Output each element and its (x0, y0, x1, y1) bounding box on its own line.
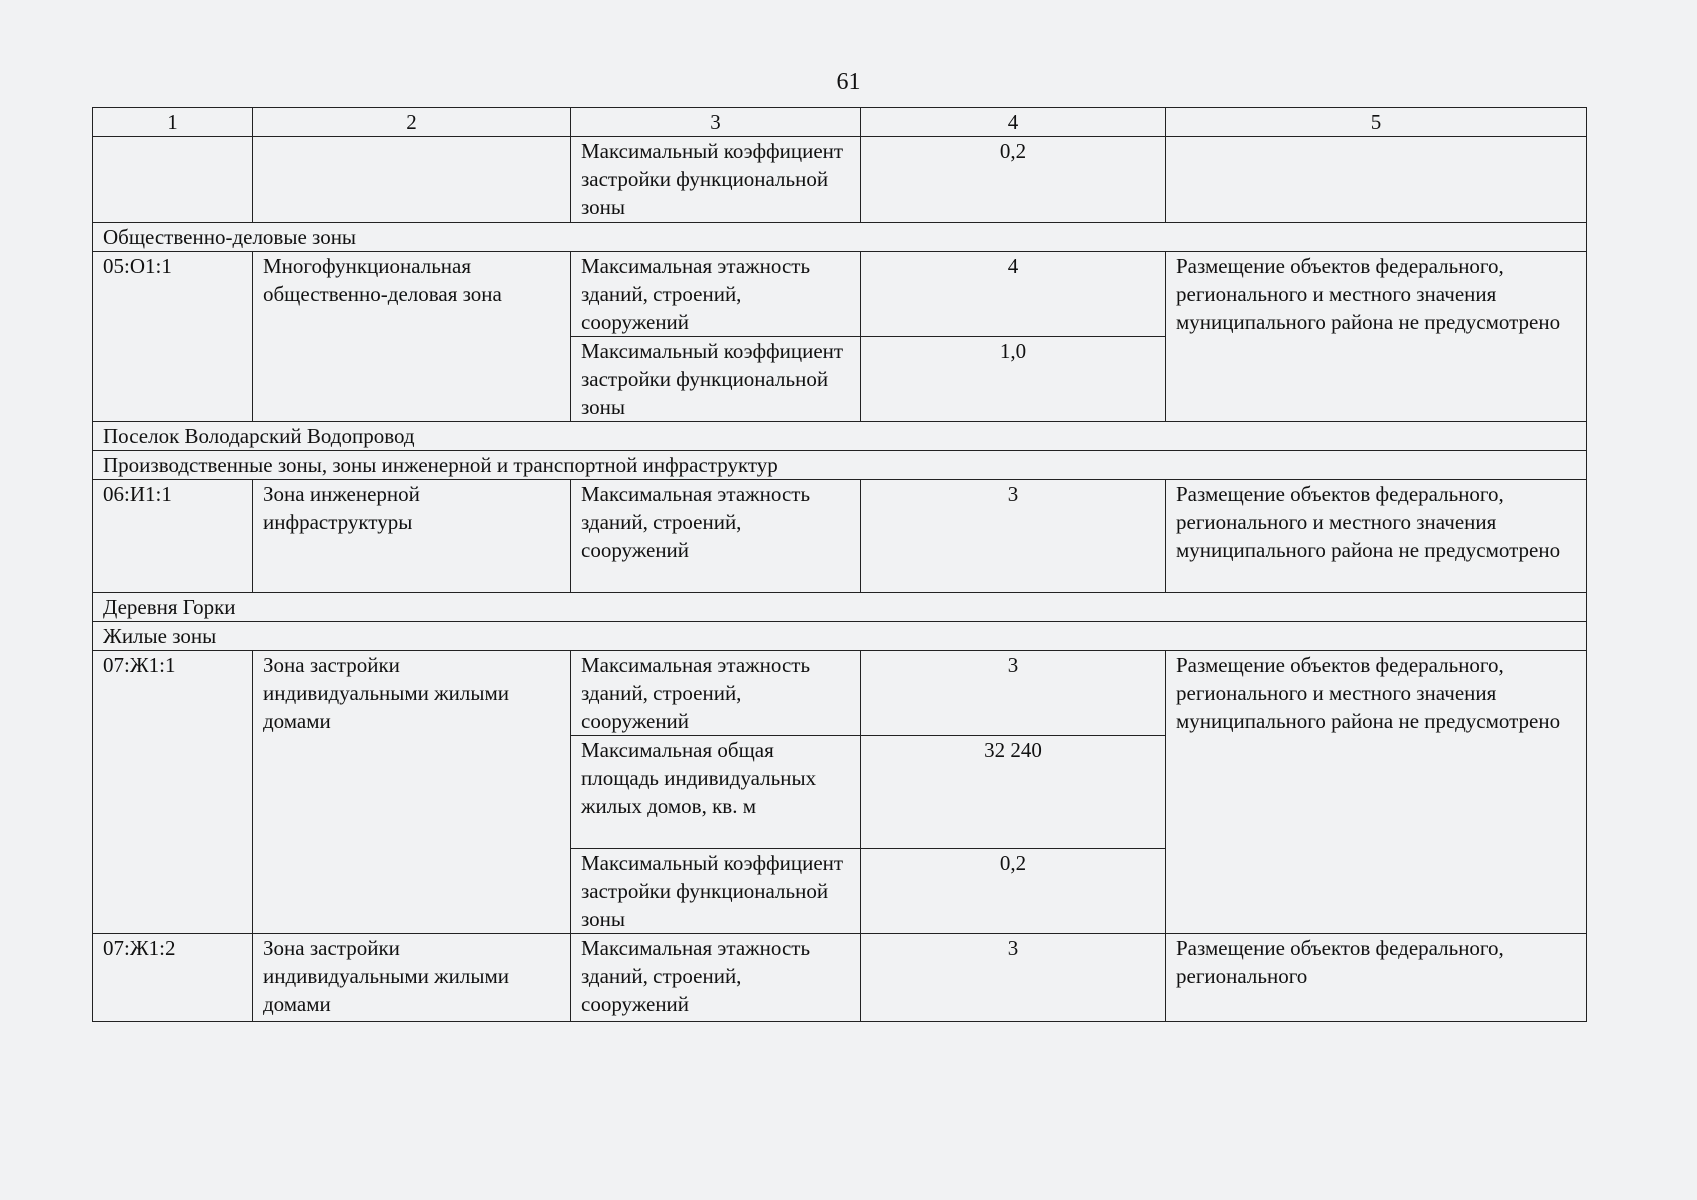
section-title: Поселок Володарский Водопровод (93, 422, 1587, 451)
value-cell: 3 (861, 480, 1166, 593)
value-cell: 0,2 (861, 849, 1166, 934)
note-cell (1166, 137, 1587, 223)
header-cell: 5 (1166, 108, 1587, 137)
note-cell: Размещение объектов федерального, регионального и местного значения муниципального района не предусмотрено (1166, 480, 1587, 593)
value-cell: 4 (861, 252, 1166, 337)
param-cell: Максимальный коэффициент застройки функциональной зоны (571, 137, 861, 223)
param-cell: Максимальный коэффициент застройки функциональной зоны (571, 337, 861, 422)
value-cell: 3 (861, 651, 1166, 736)
header-cell: 1 (93, 108, 253, 137)
section-row (93, 593, 1587, 622)
table-row (93, 480, 1587, 593)
code-cell: 07:Ж1:2 (93, 934, 253, 1022)
name-cell: Многофункциональная общественно-деловая зона (253, 252, 571, 422)
code-cell: 06:И1:1 (93, 480, 253, 593)
note-cell: Размещение объектов федерального, регионального и местного значения муниципального района не предусмотрено (1166, 252, 1587, 422)
section-title: Общественно-деловые зоны (93, 223, 1587, 252)
header-cell: 3 (571, 108, 861, 137)
section-row (93, 422, 1587, 451)
param-cell: Максимальная общая площадь индивидуальных жилых домов, кв. м (571, 736, 861, 849)
param-cell: Максимальная этажность зданий, строений, сооружений (571, 252, 861, 337)
param-cell: Максимальная этажность зданий, строений, сооружений (571, 651, 861, 736)
code-cell: 05:О1:1 (93, 252, 253, 422)
header-row (93, 108, 1587, 137)
name-cell (253, 137, 571, 223)
name-cell: Зона инженерной инфраструктуры (253, 480, 571, 593)
section-row (93, 451, 1587, 480)
zones-table (92, 107, 1587, 1022)
section-title: Производственные зоны, зоны инженерной и транспортной инфраструктур (93, 451, 1587, 480)
name-cell: Зона застройки индивидуальными жилыми домами (253, 934, 571, 1022)
header-cell: 2 (253, 108, 571, 137)
code-cell (93, 137, 253, 223)
param-cell: Максимальная этажность зданий, строений, сооружений (571, 934, 861, 1022)
page-number: 61 (836, 69, 861, 95)
table-row (93, 252, 1587, 337)
code-cell: 07:Ж1:1 (93, 651, 253, 934)
param-cell: Максимальный коэффициент застройки функциональной зоны (571, 849, 861, 934)
note-cell: Размещение объектов федерального, регионального (1166, 934, 1587, 1022)
header-cell: 4 (861, 108, 1166, 137)
section-row (93, 622, 1587, 651)
value-cell: 0,2 (861, 137, 1166, 223)
name-cell: Зона застройки индивидуальными жилыми домами (253, 651, 571, 934)
section-title: Деревня Горки (93, 593, 1587, 622)
table-row (93, 651, 1587, 736)
table-row (93, 934, 1587, 1022)
value-cell: 1,0 (861, 337, 1166, 422)
value-cell: 32 240 (861, 736, 1166, 849)
note-cell: Размещение объектов федерального, регионального и местного значения муниципального района не предусмотрено (1166, 651, 1587, 934)
value-cell: 3 (861, 934, 1166, 1022)
section-title: Жилые зоны (93, 622, 1587, 651)
table-row (93, 137, 1587, 223)
param-cell: Максимальная этажность зданий, строений, сооружений (571, 480, 861, 593)
section-row (93, 223, 1587, 252)
